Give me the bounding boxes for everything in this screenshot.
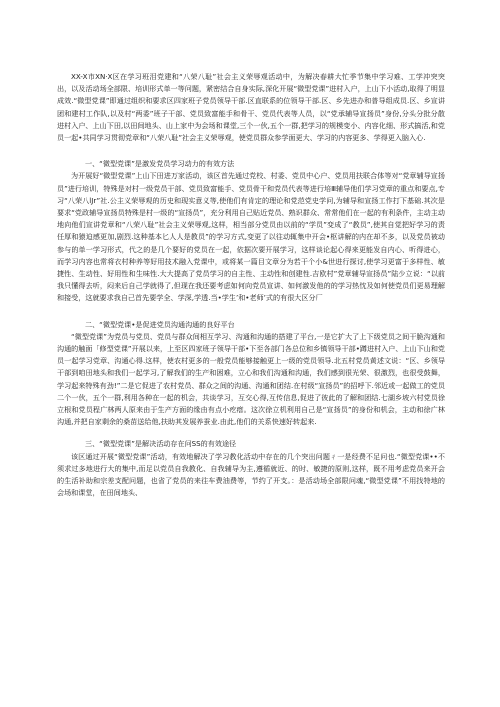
section-1-heading: 一、“微型党课”是激发党员学习动力的有效方法 (85, 159, 235, 169)
section-3-heading: 三、“微型党课”是解决活动存在问SS的有效途径 (85, 439, 237, 449)
section-3-paragraph: 该区通过开展“微型党课”活动，有效地解决了学习教化活动中存在的几个突出问题ㄔ一是经费不足问也.“微型党课••不须求过多地进行大的集中,而足以党员自我教化、自我辅导为主,遵循就近、的时、敏捷的原则,这样，既不用考虑党员来开会的生活补助和宗差支配问题，也省了党员的来往车费油费等，节约了开支。：是活动场全部限问魂,“微型党课”不用找特地的会场和课堂，在田间地头、 (57, 451, 445, 498)
document-body (57, 71, 445, 500)
section-1-paragraph: 为开展好“微型党课”上山下田进万家活动，该区首先通过党校、村委、党员中心户、党员用扶联合体等对“党章辅导宣扬员”进行培训，特殊是对村一级党员干部、党员致富能手、党员骨干和党员代表等进行培Ⅲ辅导他们学习党章的重点和要点,专习“八荣八lJr”社.公主义荣辱观的历史和现实意义等,使他们有肯定的理论和党范党史学问,为辅导和宣扬工作打下基础.其次是要求“党政辅导宣扬员特殊是村一级的“宣扬员”，充分利用自己贴近党员、熟识群众、常常他们在一起的有利条件，主动主动地向他们宣讲党章和“八荣八耻”社会主义荣辱观,这样，相当部分党员由以前的“学员”变成了“教员”,使其自觉把好学习的责任厚和猿迫感更加,剧烈.这种基本匕人人是教员”的学习方式,变更了以往动辄集中开会•枢讲解的内在却不多，以及党员被动参与的单一学习形式，代之的是几个要好的党员在一起，依据次要开展学习，这样谈论起心得来更能发自内心、听得进心，而学习内容也常将衣村种养等好用技术融入党课中，或将某一篇目文章分为若干个小&世进行探讨,使学习更富于多样性、敏捷性、生动性、好用性和生味性.大大提高了党员学习的自主性、主动性和创建性.吉欧村”党章辅导宣扬员”陆少立说：“以前我只懂得去听，闷来后自己学就得了,但现在我还要考虑如何向党员宣讲、如何激发他的的学习热忱及如何使党员们更易理解和接受，这就要求我自己首先要学全、学深,学透.当•学生’和•老师’式的有很大区分厂 (57, 171, 445, 303)
intro-paragraph: XX-X市XN·X区在学习班泪党建和“八荣八耻”社会主义荣辱观活动中，为解决春耕大忙季节集中学习难、工学冲突突出，以及活动场全部限、培训形式单一等问题，紧密结合自身实际,深化开展“微型党课”进村入户，上山下小活动,取得了明显成效.“微型党课”即通过组织和要求区四家班子党员领导干部.区直联系的位领导干部.区、乡先进办和普导组成员.区、乡宣讲团和建村工作队,以及村“两委”班子干部、党员致富能手和骨干、党员代表等人员，以“党承辅导宣扬员”身份,分头分批分散进村入户、上山下田,以田间地头、山上家中为会场和课堂,三个一伙,五个一群,把学习的规模变小、内容化细、形式搞活,和党员一起•共同学习贯彻党章和“八荣八耻”社会主义荣辱观，使党员群众参学面更大、学习的内容更多、学得更入脑入心. (57, 72, 445, 143)
section-2-heading: 二、“微型党课•是促进党员沟通沟通的良好平台 (85, 319, 235, 329)
section-2-paragraph: “微型党课”为党员与党员、党员与群众间相互学习、沟通和沟通的搭建了平台,一是它扩大了上下级党员之间干脆沟通和沟通的触面「修型党课”开展以来，上至区四家班子领导干部•下至各部门各总位和乡镇领导干部•蹲进村入户、上山下山和党员一起学习党章、沟通心得.这样，使农村更多的一般党员能够接触更上一级的党员领导.北五村党员黄述文说：“区、乡领导干部到咱田地头和我们一起学习,了解我们的生产和困难，立心和我们沟通和沟通，我们感到很光荣、很激烈，也很受鼓舞，学习起来特殊有劲!”二是它促进了农村党员、群众之间的沟通、沟通和团结.在村级“宣扬员”的招呼下.邻近或一起做工的党员二个一伙，五个一群,利用各种在一起的机会，共谈学习，互交心得,互传信息,促进了彼此的了解和团结.七湖乡坡六村党员徐立根和党员程广林两人原来由于生产方面的缘由有点小疙瘩。这次徐立机利用自己是“宣扬员”的身份和机会，主动和徐广林沟通,并把自家剩余的桑苗送给他,扶助其发展养蚕业.由此,他们的关系快速好转起来. (57, 331, 446, 427)
